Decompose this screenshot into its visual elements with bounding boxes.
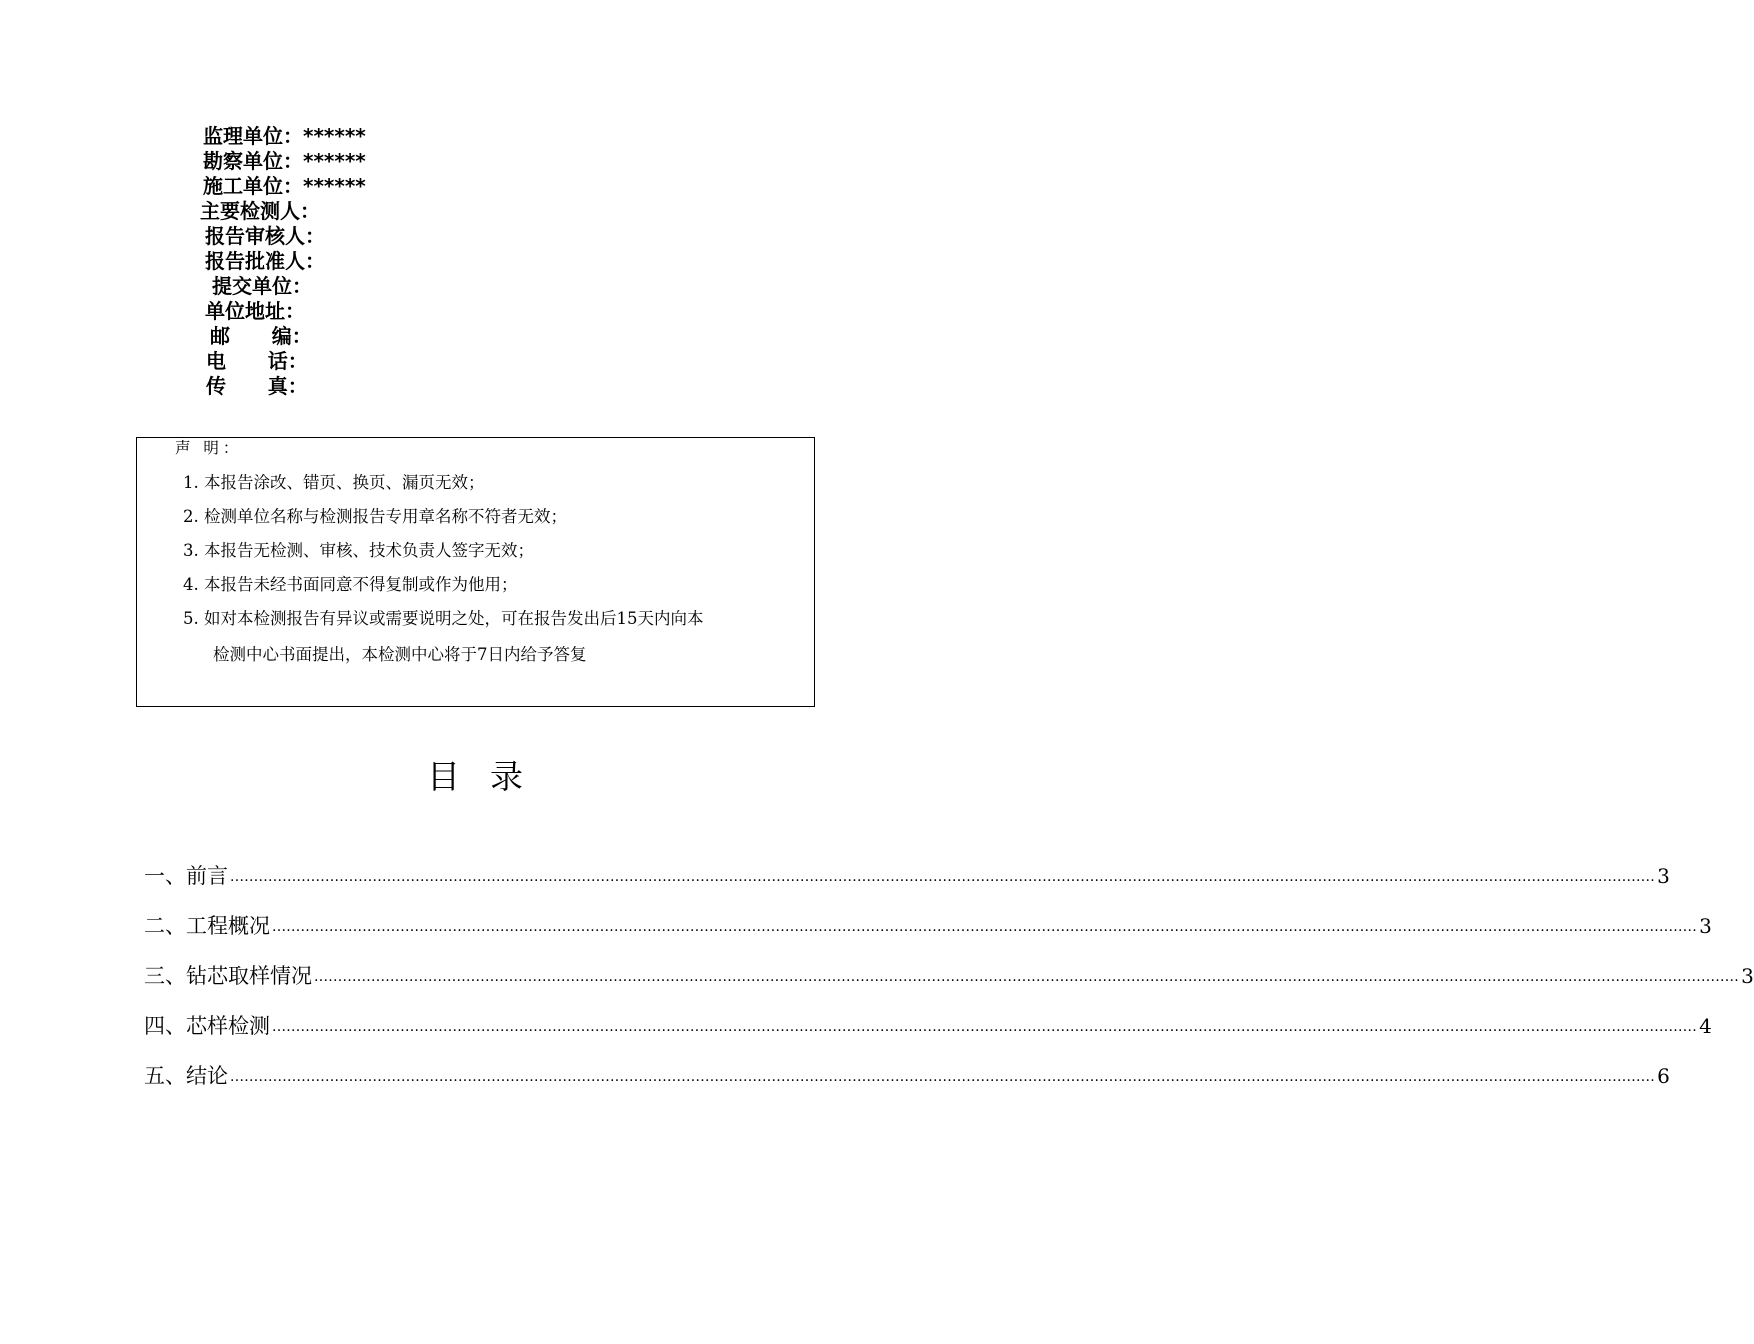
phone: 电 话：	[206, 349, 308, 373]
toc-entry-label: 三、钻芯取样情况	[144, 964, 312, 988]
toc-entry-label: 五、结论	[144, 1064, 228, 1088]
toc-entry[interactable]	[144, 1012, 1712, 1040]
toc-leader-dots: ............................................................................................................................................................................................................................................................................................................	[272, 919, 1698, 935]
submitting-unit: 提交单位：	[212, 274, 312, 298]
statement-title: 声 明：	[175, 439, 243, 457]
toc-leader-dots: ............................................................................................................................................................................................................................................................................................................	[230, 869, 1656, 885]
toc-entry-page: 6	[1657, 1064, 1670, 1088]
toc-entry-label: 二、工程概况	[144, 914, 270, 938]
survey-unit: 勘察单位：******	[203, 149, 366, 173]
statement-box	[136, 437, 815, 707]
toc-leader-dots: ............................................................................................................................................................................................................................................................................................................	[230, 1069, 1656, 1085]
toc-entry-label: 四、芯样检测	[144, 1014, 270, 1038]
toc-entry[interactable]	[144, 862, 1670, 890]
postcode: 邮 编：	[210, 324, 312, 348]
report-reviewer: 报告审核人：	[205, 224, 325, 248]
unit-address: 单位地址：	[205, 299, 305, 323]
toc-entry-page: 3	[1741, 964, 1754, 988]
fax: 传 真：	[206, 374, 308, 398]
report-approver: 报告批准人：	[205, 249, 325, 273]
toc-entry[interactable]	[144, 962, 1754, 990]
toc-entry-page: 3	[1657, 864, 1670, 888]
toc-entry-label: 一、前言	[144, 864, 228, 888]
statement-item: 3. 本报告无检测、审核、技术负责人签字无效；	[183, 541, 534, 560]
toc-title: 目录	[427, 757, 553, 796]
main-inspector: 主要检测人：	[200, 199, 320, 223]
toc-leader-dots: ............................................................................................................................................................................................................................................................................................................	[272, 1019, 1698, 1035]
construction-unit: 施工单位：******	[203, 174, 366, 198]
toc-entry-page: 4	[1699, 1014, 1712, 1038]
toc-entry[interactable]	[144, 912, 1712, 940]
supervisor-unit: 监理单位：******	[203, 124, 366, 148]
statement-item: 5. 如对本检测报告有异议或需要说明之处，可在报告发出后15天内向本	[183, 609, 704, 628]
toc-entry[interactable]	[144, 1062, 1670, 1090]
toc-entry-page: 3	[1699, 914, 1712, 938]
statement-item-continued: 检测中心书面提出，本检测中心将于7日内给予答复	[213, 645, 587, 664]
statement-item: 2. 检测单位名称与检测报告专用章名称不符者无效；	[183, 507, 567, 526]
statement-item: 1. 本报告涂改、错页、换页、漏页无效；	[183, 473, 485, 492]
statement-item: 4. 本报告未经书面同意不得复制或作为他用；	[183, 575, 518, 594]
toc-leader-dots: ............................................................................................................................................................................................................................................................................................................	[314, 969, 1740, 985]
